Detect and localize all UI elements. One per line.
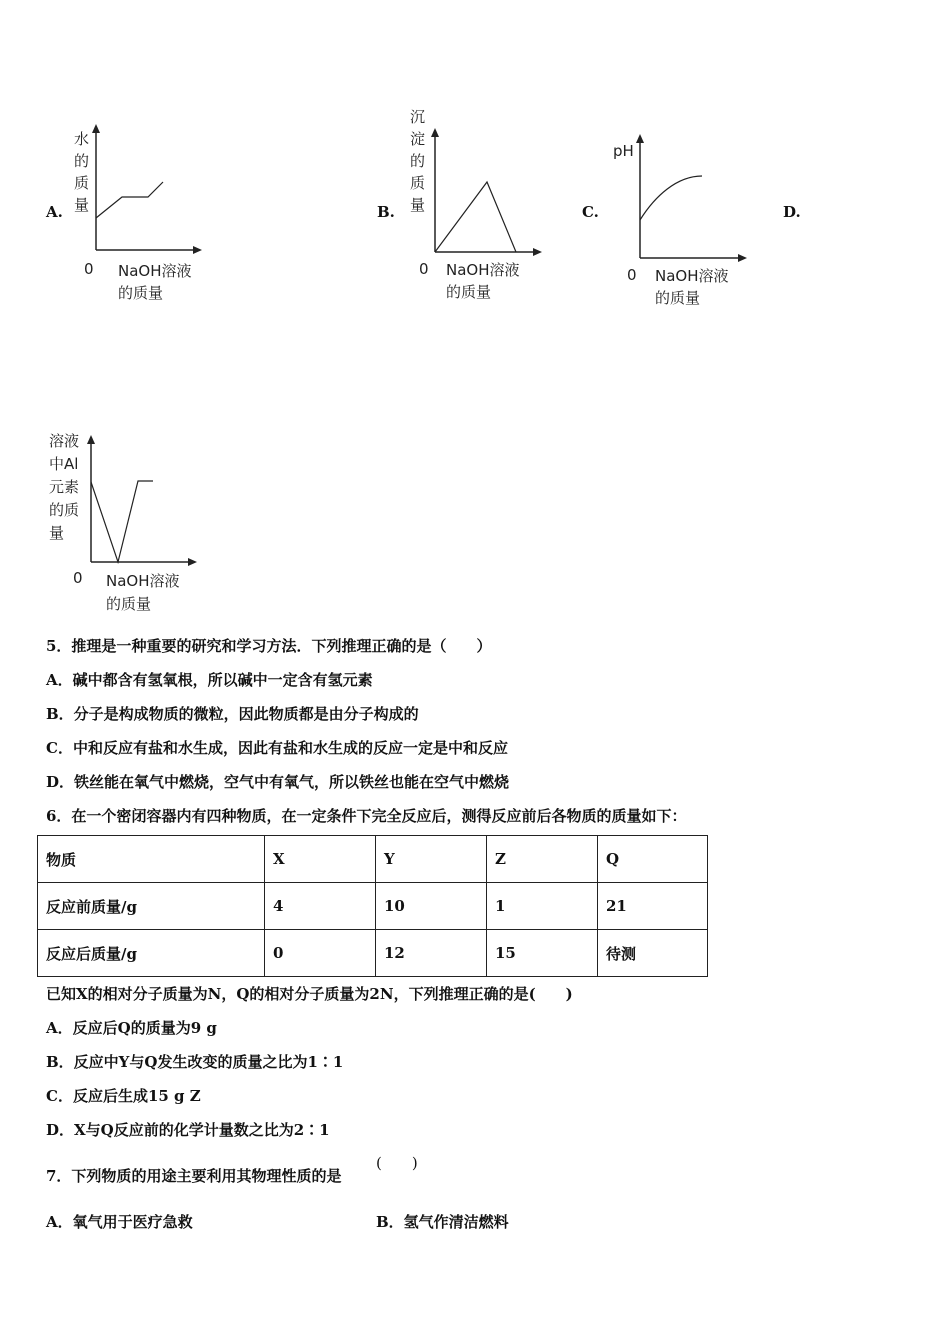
chart-b-ylabel-char: 沉 [410, 108, 426, 126]
chart-d-xlabel-line2: 的质量 [106, 595, 152, 613]
chart-a-ylabel-char: 量 [74, 196, 90, 214]
chart-c-curve [640, 176, 702, 220]
table-header-cell: X [265, 836, 376, 883]
chart-c-origin: 0 [627, 266, 637, 284]
chart-a [60, 120, 220, 310]
q5-option-a: A．碱中都含有氢氧根，所以碱中一定含有氢元素 [46, 671, 373, 689]
q6-table [37, 835, 708, 977]
table-header-cell: Q [598, 836, 708, 883]
chart-b-origin: 0 [419, 260, 429, 278]
table-header-cell: Y [376, 836, 487, 883]
chart-d-ylabel-line: 中Al [49, 455, 79, 473]
chart-a-ylabel-char: 质 [74, 174, 90, 192]
chart-d-ylabel-line: 元素 [49, 478, 80, 496]
table-cell: 4 [265, 883, 376, 930]
q7-option-b: B．氢气作清洁燃料 [376, 1213, 509, 1231]
table-row [38, 836, 708, 883]
q7-answer-paren: ( ) [376, 1154, 418, 1172]
chart-c-xlabel-line2: 的质量 [655, 289, 701, 307]
q5-option-b: B．分子是构成物质的微粒，因此物质都是由分子构成的 [46, 705, 419, 723]
q6-option-c: C．反应后生成15 g Z [46, 1087, 201, 1105]
chart-d-origin: 0 [73, 569, 83, 587]
option-d-label: D. [783, 203, 801, 221]
q6-option-a: A．反应后Q的质量为9 g [46, 1019, 217, 1037]
q5-option-c: C．中和反应有盐和水生成，因此有盐和水生成的反应一定是中和反应 [46, 739, 508, 757]
chart-b-ylabel-char: 量 [410, 196, 426, 214]
q6-condition: 已知X的相对分子质量为N，Q的相对分子质量为2N，下列推理正确的是( ) [46, 985, 573, 1003]
chart-b-xlabel-line1: NaOH溶液 [446, 261, 520, 279]
chart-d-ylabel [49, 432, 79, 542]
chart-a-x-arrow [193, 246, 202, 254]
chart-d-curve [91, 481, 153, 562]
chart-a-curve [96, 182, 163, 218]
chart-b-ylabel [410, 108, 425, 214]
q5-option-d: D．铁丝能在氧气中燃烧，空气中有氧气，所以铁丝也能在空气中燃烧 [46, 773, 510, 791]
chart-c-ylabel: pH [613, 142, 634, 160]
chart-c [605, 128, 765, 313]
chart-b-ylabel-char: 质 [410, 174, 426, 192]
chart-c-y-arrow [636, 134, 644, 143]
table-cell: 待测 [598, 930, 708, 977]
chart-d-ylabel-line: 的质 [49, 501, 80, 519]
chart-b [400, 100, 560, 310]
q6-option-b: B．反应中Y与Q发生改变的质量之比为1∶1 [46, 1053, 344, 1071]
chart-d-xlabel-line1: NaOH溶液 [106, 572, 180, 590]
chart-d-ylabel-line: 溶液 [49, 432, 80, 450]
table-cell: 10 [376, 883, 487, 930]
chart-a-y-arrow [92, 124, 100, 133]
q7-stem: 7．下列物质的用途主要利用其物理性质的是 [46, 1167, 342, 1185]
option-c-label: C. [582, 203, 599, 221]
q6-stem: 6．在一个密闭容器内有四种物质，在一定条件下完全反应后，测得反应前后各物质的质量如下： [46, 807, 687, 825]
chart-c-x-arrow [738, 254, 747, 262]
table-row [38, 930, 708, 977]
chart-d-ylabel-line: 量 [49, 524, 65, 542]
q6-option-d: D．X与Q反应前的化学计量数之比为2∶1 [46, 1121, 330, 1139]
chart-b-ylabel-char: 的 [410, 152, 426, 170]
table-cell: 0 [265, 930, 376, 977]
table-cell: 反应前质量/g [38, 883, 265, 930]
chart-d-y-arrow [87, 435, 95, 444]
chart-b-ylabel-char: 淀 [410, 130, 426, 148]
chart-a-ylabel [74, 130, 89, 214]
chart-d-x-arrow [188, 558, 197, 566]
chart-a-xlabel-line2: 的质量 [118, 284, 164, 302]
option-b-label: B. [377, 203, 395, 221]
chart-a-origin: 0 [84, 260, 94, 278]
option-a-label: A. [46, 203, 63, 221]
chart-b-xlabel-line2: 的质量 [446, 283, 492, 301]
chart-b-y-arrow [431, 128, 439, 137]
table-cell: 21 [598, 883, 708, 930]
table-cell: 15 [487, 930, 598, 977]
chart-d [45, 425, 215, 620]
table-cell: 12 [376, 930, 487, 977]
table-header-cell: Z [487, 836, 598, 883]
chart-a-ylabel-char: 水 [74, 130, 90, 148]
q7-option-a: A．氧气用于医疗急救 [46, 1213, 193, 1231]
chart-b-x-arrow [533, 248, 542, 256]
table-header-cell: 物质 [38, 836, 265, 883]
chart-a-xlabel-line1: NaOH溶液 [118, 262, 192, 280]
table-cell: 1 [487, 883, 598, 930]
chart-c-xlabel-line1: NaOH溶液 [655, 267, 729, 285]
table-row [38, 883, 708, 930]
q5-stem: 5．推理是一种重要的研究和学习方法．下列推理正确的是（ ） [46, 637, 492, 655]
table-cell: 反应后质量/g [38, 930, 265, 977]
chart-b-curve [435, 182, 516, 252]
chart-a-ylabel-char: 的 [74, 152, 90, 170]
